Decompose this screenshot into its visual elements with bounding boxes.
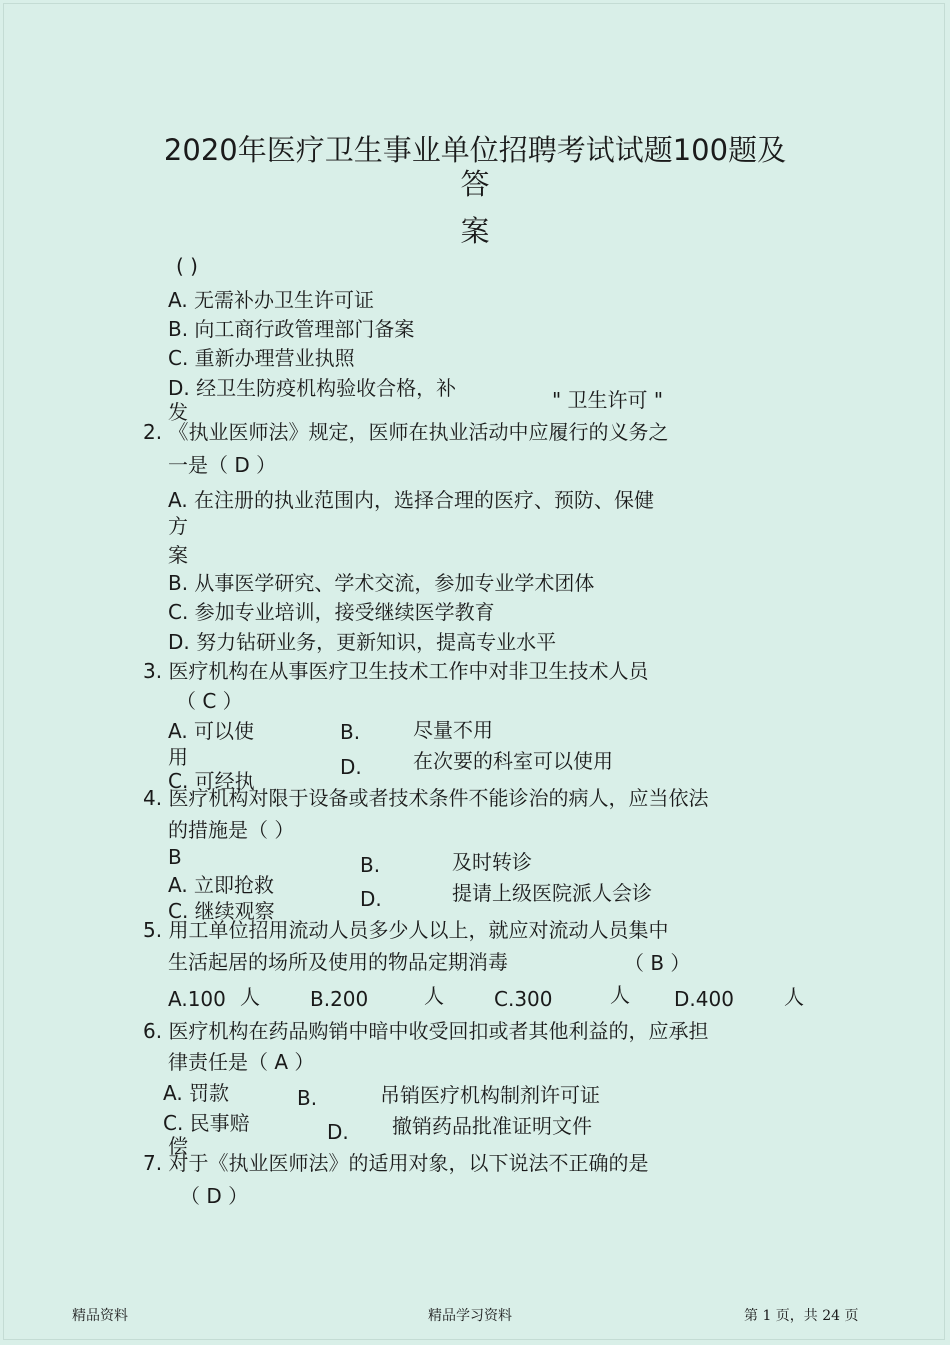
q3-stem: 3. 医疗机构在从事医疗卫生技术工作中对非卫生技术人员 xyxy=(143,659,649,683)
q1-option-c: C. 重新办理营业执照 xyxy=(168,346,355,370)
q5-stem: 5. 用工单位招用流动人员多少人以上，就应对流动人员集中 xyxy=(143,918,669,942)
footer-page-number: 第 1 页，共 24 页 xyxy=(744,1308,859,1324)
q2-option-a-cont2: 案 xyxy=(168,543,188,567)
q6-option-b-label: B. xyxy=(297,1086,318,1110)
q4-stem2: 的措施是（ ） xyxy=(168,818,295,842)
document-title-line1: 2020年医疗卫生事业单位招聘考试试题100题及 xyxy=(163,133,787,167)
q7-stem: 7. 对于《执业医师法》的适用对象，以下说法不正确的是 xyxy=(143,1151,649,1175)
document-title-line2: 答 xyxy=(460,167,490,201)
q3-option-d-label: D. xyxy=(340,755,362,779)
q5-option-b: B.200 xyxy=(310,987,369,1011)
q4-stem: 4. 医疗机构对限于设备或者技术条件不能诊治的病人，应当依法 xyxy=(143,786,709,810)
footer-left: 精品资料 xyxy=(72,1308,128,1324)
q6-stem: 6. 医疗机构在药品购销中暗中收受回扣或者其他利益的，应承担 xyxy=(143,1019,709,1043)
q7-stem-answer: （ D ） xyxy=(180,1184,249,1208)
q6-option-a: A. 罚款 xyxy=(163,1081,230,1105)
q5-option-d: D.400 xyxy=(674,987,734,1011)
q3-stem-answer: （ C ） xyxy=(176,689,243,713)
q3-option-c-cut: C. 可经执 xyxy=(168,769,255,793)
q5-option-b-unit: 人 xyxy=(424,984,444,1008)
q4-option-a: A. 立即抢救 xyxy=(168,873,275,897)
q6-option-d-text: 撤销药品批准证明文件 xyxy=(392,1114,592,1138)
q3-option-b-label: B. xyxy=(340,720,361,744)
q1-option-d-cut: 发 xyxy=(168,400,188,424)
document-title-line3: 案 xyxy=(460,214,490,248)
q2-option-d: D. 努力钻研业务，更新知识，提高专业水平 xyxy=(168,630,557,654)
q2-option-b: B. 从事医学研究、学术交流，参加专业学术团体 xyxy=(168,571,595,595)
q4-option-c-cut: C. 继续观察 xyxy=(168,899,275,923)
q2-stem-answer: 一是（ D ） xyxy=(168,453,277,477)
q4-answer: B xyxy=(168,845,182,869)
q5-option-c: C.300 xyxy=(494,987,553,1011)
q4-option-d-text: 提请上级医院派人会诊 xyxy=(452,881,652,905)
q5-answer: （ B ） xyxy=(624,951,691,975)
q3-option-a: A. 可以使 xyxy=(168,719,255,743)
q5-option-d-unit: 人 xyxy=(784,985,804,1009)
q2-option-c: C. 参加专业培训，接受继续医学教育 xyxy=(168,600,495,624)
q1-option-a: A. 无需补办卫生许可证 xyxy=(168,288,375,312)
q4-option-d-label: D. xyxy=(360,887,382,911)
q5-stem2: 生活起居的场所及使用的物品定期消毒 xyxy=(168,950,508,974)
q1-option-b: B. 向工商行政管理部门备案 xyxy=(168,317,415,341)
q4-option-b-label: B. xyxy=(360,853,381,877)
q1-option-d: D. 经卫生防疫机构验收合格，补 xyxy=(168,376,457,400)
q6-option-d-label: D. xyxy=(327,1120,349,1144)
q6-option-b-text: 吊销医疗机构制剂许可证 xyxy=(380,1083,600,1107)
q3-option-b-text: 尽量不用 xyxy=(413,718,493,742)
q4-option-b-text: 及时转诊 xyxy=(452,850,532,874)
q2-option-a-cont1: 方 xyxy=(168,514,188,538)
q3-option-d-text: 在次要的科室可以使用 xyxy=(413,749,613,773)
footer-center: 精品学习资料 xyxy=(428,1308,512,1324)
q5-option-a: A.100 xyxy=(168,987,226,1011)
q6-stem2: 律责任是（ A ） xyxy=(168,1050,315,1074)
q5-option-c-unit: 人 xyxy=(610,983,630,1007)
q5-option-a-unit: 人 xyxy=(240,985,260,1009)
q6-option-c: C. 民事赔 xyxy=(163,1111,250,1135)
q6-option-c-cut: 偿 xyxy=(168,1134,188,1158)
q1-paren: ( ) xyxy=(176,254,198,278)
q2-option-a: A. 在注册的执业范围内，选择合理的医疗、预防、保健 xyxy=(168,488,655,512)
q3-option-a-cont: 用 xyxy=(168,745,188,769)
q1-option-d-extra: " 卫生许可 " xyxy=(552,388,664,412)
q2-stem: 2. 《执业医师法》规定，医师在执业活动中应履行的义务之 xyxy=(143,420,669,444)
